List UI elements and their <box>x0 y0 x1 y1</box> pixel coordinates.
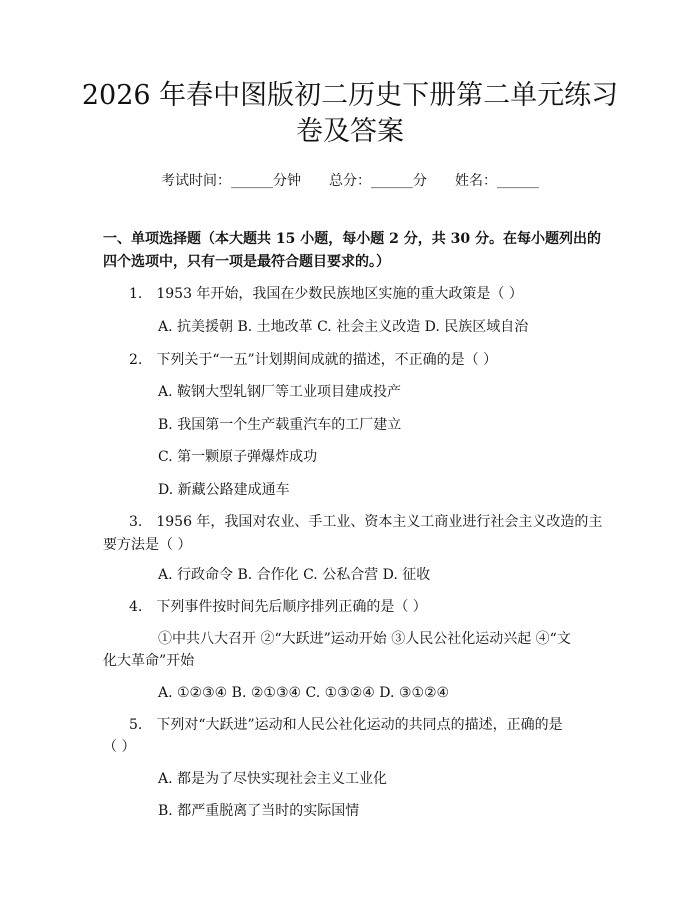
page-title-line1: 2026 年春中图版初二历史下册第二单元练习 <box>81 80 619 111</box>
question-2-option-a: A. 鞍钢大型轧钢厂等工业项目建成投产 <box>158 384 402 400</box>
question-2-stem: 2. 下列关于“一五”计划期间成就的描述，不正确的是（ ） <box>129 352 498 368</box>
question-2-option-c: C. 第一颗原子弹爆炸成功 <box>158 449 318 465</box>
question-4-options: A. ①②③④ B. ②①③④ C. ①③②④ D. ③①②④ <box>158 685 450 701</box>
question-3-stem-line1: 3. 1956 年，我国对农业、手工业、资本主义工商业进行社会主义改造的主 <box>129 514 603 530</box>
page-title-line2: 卷及答案 <box>296 116 404 147</box>
question-5-stem-line1: 5. 下列对“大跃进”运动和人民公社化运动的共同点的描述，正确的是 <box>129 717 563 733</box>
question-4-stem: 4. 下列事件按时间先后顺序排列正确的是（ ） <box>129 599 427 615</box>
section-heading: 一、单项选择题（本大题共 15 小题，每小题 2 分，共 30 分。在每小题列出的四个选项中，只有一项是最符合题目要求的。） <box>103 231 601 270</box>
exam-info-line: 考试时间：______分钟 总分：______分 姓名：______ <box>161 173 539 189</box>
question-4-items-line1: ①中共八大召开 ②“大跃进”运动开始 ③人民公社化运动兴起 ④“文 <box>158 631 571 647</box>
question-5-option-b: B. 都严重脱离了当时的实际国情 <box>158 803 360 819</box>
question-3-options: A. 行政命令 B. 合作化 C. 公私合营 D. 征收 <box>158 567 431 583</box>
question-2-option-b: B. 我国第一个生产载重汽车的工厂建立 <box>158 417 402 433</box>
question-3-stem-line2: 要方法是（ ） <box>103 537 192 553</box>
question-1-options: A. 抗美援朝 B. 土地改革 C. 社会主义改造 D. 民族区域自治 <box>158 319 529 335</box>
question-5-option-a: A. 都是为了尽快实现社会主义工业化 <box>158 771 388 787</box>
question-4-items-line2: 化大革命”开始 <box>103 653 195 669</box>
question-2-option-d: D. 新藏公路建成通车 <box>158 482 290 498</box>
question-5-stem-line2: （ ） <box>103 739 136 755</box>
question-1-stem: 1. 1953 年开始，我国在少数民族地区实施的重大政策是（ ） <box>129 286 523 302</box>
